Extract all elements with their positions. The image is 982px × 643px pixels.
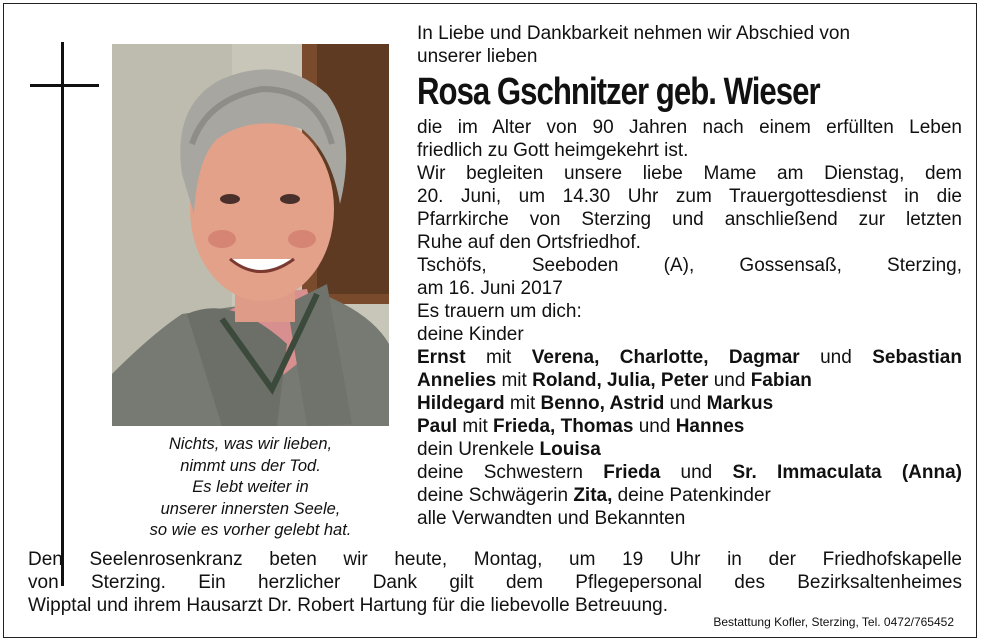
mourner-line <box>417 484 962 507</box>
mourner-line <box>417 346 962 369</box>
mourner-connector: deine Patenkinder <box>612 485 771 506</box>
closing-line: Den Seelenrosenkranz beten wir heute, Montag, um 19 Uhr in der Friedhofskapelle <box>28 549 962 570</box>
intro-line: In Liebe und Dankbarkeit nehmen wir Abschied von <box>417 23 851 44</box>
body-line: friedlich zu Gott heimgekehrt ist. <box>417 140 689 161</box>
mourner-name: Sebastian <box>872 347 962 368</box>
body-line: Wir begleiten unsere liebe Mame am Dienstag, dem <box>417 163 962 184</box>
mourner-name: Louisa <box>539 439 601 460</box>
body-line: Tschöfs, Seeboden (A), Gossensaß, Sterzing, <box>417 255 962 276</box>
body-line: Pfarrkirche von Sterzing und anschließend zur letzten <box>417 209 962 230</box>
mourner-connector: und <box>708 370 751 391</box>
cross-icon <box>61 42 64 586</box>
mourner-connector: mit <box>457 416 494 437</box>
obituary-frame <box>3 3 977 638</box>
mourner-name: Zita, <box>573 485 613 506</box>
mourner-connector: deine Schwägerin <box>417 485 574 506</box>
mourner-line <box>417 438 962 461</box>
cross-icon-bar <box>30 84 99 87</box>
mourner-name: Paul <box>417 416 458 437</box>
quote-line: nimmt uns der Tod. <box>180 456 321 475</box>
body-line: Es trauern um dich: <box>417 301 582 322</box>
mourner-name: Verena, Charlotte, Dagmar <box>531 347 800 368</box>
mourner-name: Roland, Julia, Peter <box>532 370 709 391</box>
mourner-connector: dein Urenkele <box>417 439 540 460</box>
mourner-connector: und <box>664 393 707 414</box>
mourner-name: Fabian <box>750 370 812 391</box>
closing-line: von Sterzing. Ein herzlicher Dank gilt dem Pflegepersonal des Bezirksaltenheimes <box>28 572 962 593</box>
memorial-quote <box>112 434 389 542</box>
mourner-connector: und <box>633 416 676 437</box>
body-line: deine Kinder <box>417 324 524 345</box>
mourner-connector: mit <box>504 393 541 414</box>
portrait-image <box>112 44 389 426</box>
mourner-name: Hildegard <box>417 393 505 414</box>
quote-line: Nichts, was wir lieben, <box>168 435 333 453</box>
funeral-home-credit: Bestattung Kofler, Sterzing, Tel. 0472/765452 <box>713 615 954 629</box>
mourner-name: Hannes <box>675 416 745 437</box>
closing-text <box>28 548 962 617</box>
body-line: 20. Juni, um 14.30 Uhr zum Trauergottesdienst in die <box>417 186 962 207</box>
body-line: am 16. Juni 2017 <box>417 278 563 299</box>
mourner-name: Annelies <box>417 370 497 391</box>
mourner-connector: und <box>799 347 873 368</box>
mourner-name: Sr. Immaculata (Anna) <box>732 462 962 483</box>
quote-line: so wie es vorher gelebt hat. <box>149 521 352 539</box>
mourner-connector: mit <box>465 347 532 368</box>
mourner-line <box>417 461 962 484</box>
mourner-connector: mit <box>496 370 533 391</box>
body-line: Ruhe auf den Ortsfriedhof. <box>417 232 641 253</box>
quote-line: unserer innersten Seele, <box>160 499 341 518</box>
mourner-connector: und <box>660 462 733 483</box>
obituary-text <box>417 22 962 530</box>
intro-line: unserer lieben <box>417 46 538 67</box>
mourner-name: Ernst <box>417 347 466 368</box>
mourner-name: Markus <box>706 393 774 414</box>
mourner-line <box>417 415 962 438</box>
mourner-line <box>417 507 962 530</box>
mourner-connector: deine Schwestern <box>417 462 604 483</box>
mourner-line <box>417 369 962 392</box>
body-line: die im Alter von 90 Jahren nach einem erfüllten Leben <box>417 117 962 138</box>
portrait-photo <box>112 44 389 426</box>
mourner-line <box>417 392 962 415</box>
closing-line: Wipptal und ihrem Hausarzt Dr. Robert Hartung für die liebevolle Betreuung. <box>28 595 668 616</box>
mourner-name: Frieda, Thomas <box>493 416 634 437</box>
deceased-name: Rosa Gschnitzer geb. Wieser <box>417 71 820 113</box>
mourner-connector: alle Verwandten und Bekannten <box>417 508 686 529</box>
mourners-list <box>417 346 962 530</box>
quote-line: Es lebt weiter in <box>192 478 309 496</box>
mourner-name: Benno, Astrid <box>540 393 665 414</box>
mourner-name: Frieda <box>603 462 661 483</box>
